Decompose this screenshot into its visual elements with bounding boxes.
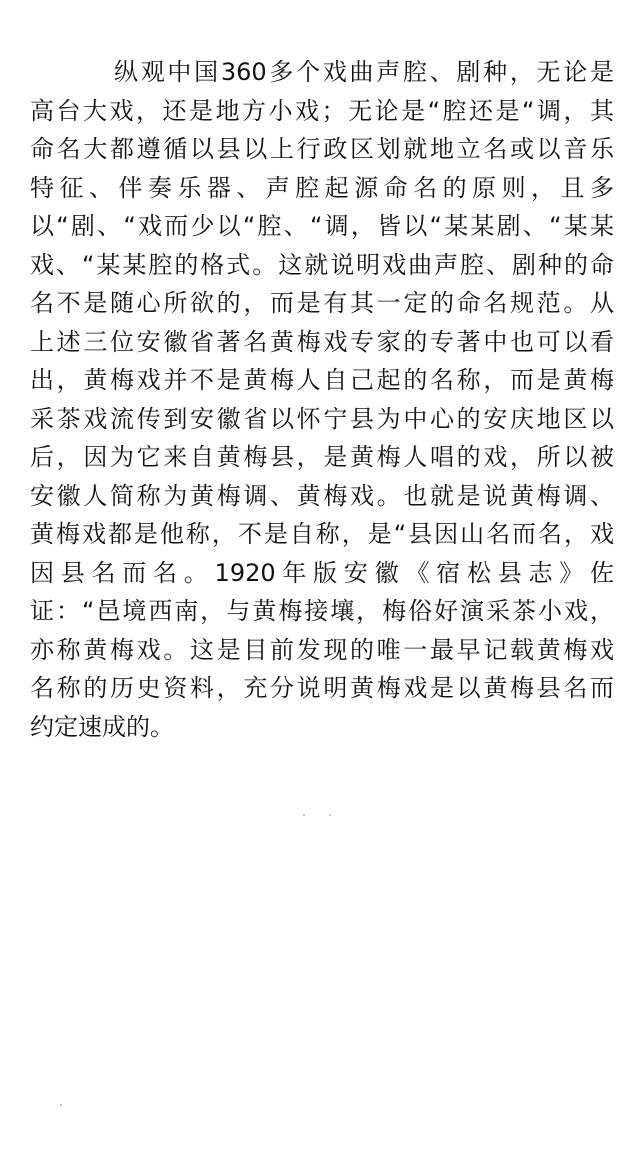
paragraph-line-1: 纵观中国360多个戏曲声腔、剧种，无论是 (114, 58, 614, 86)
paragraph-line-18: 约定速成的。 (30, 712, 174, 741)
article-paragraph (30, 53, 614, 746)
paragraph-line-3: 命名大都遵循以县以上行政区划就地立名或以音乐 (30, 135, 614, 163)
scan-speck (60, 1104, 62, 1106)
paragraph-line-9: 出，黄梅戏并不是黄梅人自己起的名称，而是黄梅 (30, 366, 614, 394)
paragraph-line-15: 证：“邑境西南，与黄梅接壤，梅俗好演采茶小戏， (30, 597, 614, 625)
paragraph-line-11: 后，因为它来自黄梅县，是黄梅人唱的戏，所以被 (30, 443, 614, 471)
paragraph-line-13: 黄梅戏都是他称，不是自称，是“县因山名而名，戏 (30, 520, 614, 548)
paragraph-line-16: 亦称黄梅戏。这是目前发现的唯一最早记载黄梅戏 (30, 635, 614, 664)
paragraph-line-17: 名称的历史资料，充分说明黄梅戏是以黄梅县名而 (30, 674, 614, 702)
paragraph-line-4: 特征、伴奏乐器、声腔起源命名的原则，且多 (30, 173, 614, 202)
paragraph-line-10: 采茶戏流传到安徽省以怀宁县为中心的安庆地区以 (30, 404, 614, 433)
paragraph-line-6: 戏、“某某腔的格式。这就说明戏曲声腔、剧种的命 (30, 250, 614, 279)
scan-speck (303, 814, 305, 816)
paragraph-line-14: 因县名而名。1920年版安徽《宿松县志》佐 (30, 558, 614, 587)
paragraph-line-2: 高台大戏，还是地方小戏；无论是“腔还是“调，其 (30, 96, 614, 125)
paragraph-line-5: 以“剧、“戏而少以“腔、“调，皆以“某某剧、“某某 (30, 212, 614, 240)
paragraph-line-12: 安徽人简称为黄梅调、黄梅戏。也就是说黄梅调、 (30, 481, 614, 510)
scan-speck (329, 814, 331, 816)
paragraph-line-8: 上述三位安徽省著名黄梅戏专家的专著中也可以看 (30, 327, 614, 356)
paragraph-line-7: 名不是随心所欲的，而是有其一定的命名规范。从 (30, 289, 614, 317)
